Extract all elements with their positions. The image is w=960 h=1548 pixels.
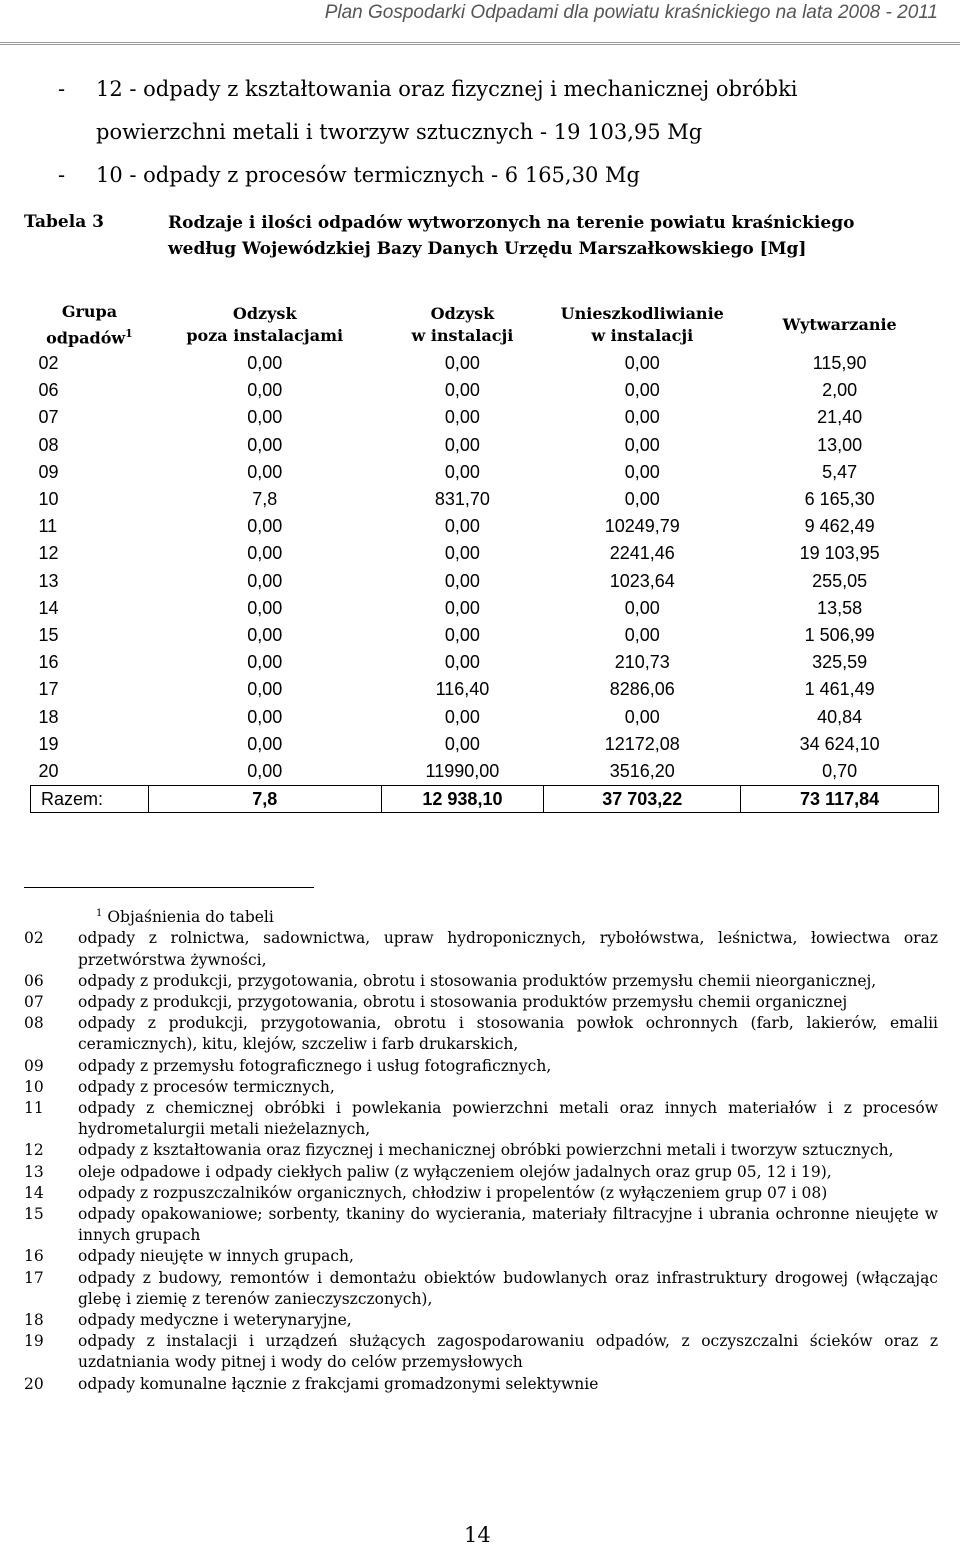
table-cell: 7,8 [252, 489, 278, 510]
bullet-list [58, 68, 938, 197]
table-cell: 0,00 [624, 353, 660, 374]
bullet-item [58, 154, 938, 197]
table-title [168, 210, 948, 262]
table-cell: 9 462,49 [804, 516, 875, 537]
footnote-code: 10 [24, 1077, 44, 1096]
table-cell: 0,00 [247, 597, 283, 618]
column-header-recovery-in: Odzysk w instalacji [411, 304, 514, 345]
footnote-text: odpady z rozpuszczalników organicznych, chłodziw i propelentów (z wyłączeniem grup 07 i 08) [78, 1183, 828, 1202]
footnote-code: 07 [24, 992, 44, 1011]
table-row [31, 622, 939, 649]
footnote-text: odpady nieujęte w innych grupach, [78, 1247, 354, 1266]
footnote-text: odpady z procesów termicznych, [78, 1077, 335, 1096]
table-cell: 0,00 [444, 380, 480, 401]
table-cell: 0,00 [624, 597, 660, 618]
table-header-row [31, 300, 939, 350]
table-cell: 0,00 [247, 733, 283, 754]
table-cell: 13,00 [817, 434, 863, 455]
table-cell: 12 [38, 543, 59, 564]
table-cell: 210,73 [614, 652, 670, 673]
table-cell: 0,00 [247, 570, 283, 591]
table-cell: 0,00 [624, 434, 660, 455]
bullet-line: powierzchni metali i tworzyw sztucznych - 19 103,95 Mg [96, 120, 703, 144]
table-cell: 07 [38, 407, 59, 428]
table-cell: 16 [38, 652, 59, 673]
footnote-item [24, 1310, 938, 1331]
column-header-group: Grupa odpadów$^1$ [46, 301, 133, 348]
footnote-text: odpady z produkcji, przygotowania, obrotu i stosowania powłok ochronnych (farb, lakierów, emalii ceramicznych), kitu, klejów, szczeliw i farb drukarskich, [78, 1014, 938, 1054]
table-cell: 11 [38, 516, 58, 537]
table-cell: 0,00 [444, 706, 480, 727]
table-cell: 6 165,30 [804, 489, 875, 510]
table-cell: 5,47 [822, 461, 858, 482]
footnote-text: odpady z instalacji i urządzeń służących zagospodarowaniu odpadów, z oczyszczalni ścieków oraz z uzdatniania wody pitnej i wody do celów przemysłowych [78, 1332, 938, 1372]
footnote-code: 08 [24, 1014, 44, 1033]
bullet-line: 10 - odpady z procesów termicznych - 6 165,30 Mg [96, 163, 640, 187]
footnote-item [24, 1374, 938, 1395]
table-cell: 0,00 [247, 679, 283, 700]
table-cell: 11990,00 [425, 760, 500, 781]
table-row [31, 513, 939, 540]
footnote-item [24, 992, 938, 1013]
footnote-code: 20 [24, 1374, 44, 1393]
table-cell: 0,00 [444, 652, 480, 673]
footnote-rule [24, 887, 314, 888]
table-cell: 0,00 [247, 516, 283, 537]
table-cell: 08 [38, 434, 59, 455]
table-cell: 13 [38, 570, 59, 591]
footnote-item [24, 1246, 938, 1267]
table-cell: 0,00 [247, 407, 283, 428]
table-cell: 10249,79 [604, 516, 680, 537]
table-cell: 0,00 [444, 353, 480, 374]
table-cell: 1 461,49 [804, 679, 875, 700]
table-row [31, 595, 939, 622]
footnote-code: 15 [24, 1205, 44, 1223]
table-cell: 13,58 [817, 597, 863, 618]
footnote-item [24, 928, 938, 970]
table-cell: 40,84 [817, 706, 863, 727]
table-cell: 12172,08 [604, 733, 680, 754]
table-cell: 325,59 [812, 652, 868, 673]
table-cell: 116,40 [435, 679, 490, 700]
table-cell: 18 [38, 706, 59, 727]
table-cell: 21,40 [817, 407, 863, 428]
table-row [31, 568, 939, 595]
total-cell: 7,8 [148, 786, 381, 813]
table-cell: 0,00 [247, 434, 283, 455]
footnote-item [24, 1331, 938, 1373]
table-title-line: według Wojewódzkiej Bazy Danych Urzędu Marszałkowskiego [Mg] [168, 239, 807, 259]
table-cell: 0,00 [247, 543, 283, 564]
total-cell: 12 938,10 [381, 786, 544, 813]
footnote-code: 19 [24, 1332, 44, 1351]
footnote-text: odpady z produkcji, przygotowania, obrotu i stosowania produktów przemysłu chemii organicznej [78, 992, 848, 1011]
table-cell: 0,00 [444, 624, 480, 645]
table-cell: 0,00 [444, 516, 480, 537]
table-cell: 0,00 [247, 652, 283, 673]
table-cell: 20 [38, 760, 59, 781]
table-row [31, 377, 939, 404]
table-cell: 0,00 [247, 624, 283, 645]
column-header-generation: Wytwarzanie [782, 315, 897, 334]
table-cell: 0,00 [624, 380, 660, 401]
footnote-item [24, 1098, 938, 1140]
table-row [31, 758, 939, 786]
table-cell: 17 [38, 679, 59, 700]
table-cell: 19 103,95 [799, 543, 880, 564]
table-cell: 15 [38, 624, 59, 645]
table-cell: 0,00 [624, 489, 660, 510]
table-row [31, 404, 939, 431]
footnote-item [24, 1183, 938, 1204]
table-body [31, 350, 939, 813]
table-total-row [31, 786, 939, 813]
footnote-heading: $^1$ Objaśnienia do tabeli [96, 908, 274, 927]
table-cell: 0,00 [444, 597, 480, 618]
table-cell: 0,00 [444, 461, 480, 482]
footnote-item [24, 1056, 938, 1077]
table-row [31, 649, 939, 676]
footnote-text: odpady komunalne łącznie z frakcjami gromadzonymi selektywnie [78, 1374, 599, 1393]
footnote-list [24, 928, 938, 1394]
table-cell: 3516,20 [609, 760, 675, 781]
footnote-text: oleje odpadowe i odpady ciekłych paliw (z wyłączeniem olejów jadalnych oraz grup 05, 12 i 19), [78, 1162, 832, 1181]
table-cell: 0,00 [444, 543, 480, 564]
footnote-text: odpady z chemicznej obróbki i powlekania powierzchni metali oraz innych materiałów i z procesów hydrometalurgii metali nieżelaznych, [78, 1098, 938, 1139]
column-header-recovery-outside: Odzysk poza instalacjami [186, 304, 344, 345]
table-cell: 0,00 [247, 760, 283, 781]
table-cell: 14 [38, 597, 59, 618]
table-row [31, 676, 939, 703]
total-cell: 73 117,84 [741, 786, 939, 813]
page-header [0, 0, 960, 45]
table-row [31, 540, 939, 567]
table-cell: 06 [38, 380, 59, 401]
footnote-code: 02 [24, 929, 44, 948]
footnote-code: 18 [24, 1311, 44, 1330]
column-header-disposal: Unieszkodliwianie w instalacji [560, 304, 724, 345]
footnote-code: 17 [24, 1268, 44, 1287]
table-cell: 1023,64 [609, 570, 675, 591]
table-cell: 0,00 [444, 434, 480, 455]
footnote-text: odpady z przemysłu fotograficznego i usług fotograficznych, [78, 1056, 552, 1075]
table-cell: 0,70 [822, 760, 858, 781]
table-cell: 0,00 [444, 733, 480, 754]
table-cell: 0,00 [444, 407, 480, 428]
footnote-item [24, 1013, 938, 1055]
table-cell: 0,00 [444, 570, 480, 591]
table-cell: 8286,06 [609, 679, 675, 700]
table-cell: 115,90 [812, 353, 867, 374]
table-cell: 0,00 [247, 461, 283, 482]
bullet-dash: - [58, 163, 66, 187]
table-cell: 0,00 [247, 353, 283, 374]
bullet-line: 12 - odpady z kształtowania oraz fizycznej i mechanicznej obróbki [96, 77, 798, 101]
table-cell: 0,00 [624, 706, 660, 727]
footnote-item [24, 1162, 938, 1183]
footnote-text: odpady z kształtowania oraz fizycznej i mechanicznej obróbki powierzchni metali i tworzyw sztucznych, [78, 1141, 894, 1160]
table-label: Tabela 3 [24, 212, 104, 232]
footnote-item [24, 1077, 938, 1098]
table-row [31, 350, 939, 377]
table-cell: 0,00 [624, 624, 660, 645]
table-cell: 0,00 [247, 706, 283, 727]
footnote-text: odpady opakowaniowe; sorbenty, tkaniny do wycierania, materiały filtracyjne i ubrania ochronne nieujęte w innych grupach [78, 1205, 938, 1245]
bullet-dash: - [58, 77, 66, 101]
table-cell: 0,00 [624, 407, 660, 428]
table-row [31, 703, 939, 730]
total-label: Razem: [31, 786, 149, 813]
table-cell: 19 [38, 733, 59, 754]
footnote-text: odpady z budowy, remontów i demontażu obiektów budowlanych oraz infrastruktury drogowej (włączając glebę i ziemię z terenów zanieczyszczonych), [78, 1268, 938, 1308]
document-title: Plan Gospodarki Odpadami dla powiatu kraśnickiego na lata 2008 - 2011 [324, 2, 938, 23]
footnote-text: odpady medyczne i weterynaryjne, [78, 1311, 352, 1330]
footnote-code: 06 [24, 971, 44, 990]
footnote-code: 12 [24, 1141, 44, 1160]
bullet-item [58, 68, 938, 154]
footnote-text: odpady z produkcji, przygotowania, obrotu i stosowania produktów przemysłu chemii nieorganicznej, [78, 971, 877, 990]
table-row [31, 432, 939, 459]
footnote-code: 09 [24, 1056, 44, 1075]
footnote-item [24, 1268, 938, 1310]
footnotes [24, 903, 938, 1395]
table-cell: 255,05 [812, 570, 868, 591]
page-number: 14 [464, 1523, 491, 1547]
table-row [31, 486, 939, 513]
table-row [31, 459, 939, 486]
table-cell: 0,00 [247, 380, 283, 401]
waste-table [30, 300, 939, 813]
table-cell: 2,00 [822, 380, 858, 401]
table-cell: 2241,46 [609, 543, 675, 564]
footnote-code: 13 [24, 1162, 44, 1181]
table-cell: 831,70 [434, 489, 490, 510]
footnote-text: odpady z rolnictwa, sadownictwa, upraw hydroponicznych, rybołówstwa, leśnictwa, łowiectwa oraz przetwórstwa żywności, [78, 929, 938, 969]
footnote-code: 16 [24, 1247, 44, 1266]
table-title-line: Rodzaje i ilości odpadów wytworzonych na terenie powiatu kraśnickiego [168, 213, 855, 233]
table-cell: 0,00 [624, 461, 660, 482]
footnote-code: 11 [24, 1098, 44, 1117]
footnote-item [24, 1204, 938, 1246]
table-row [31, 731, 939, 758]
table-cell: 10 [38, 489, 59, 510]
table-cell: 02 [38, 353, 59, 374]
footnote-item [24, 1140, 938, 1161]
table-cell: 34 624,10 [799, 733, 880, 754]
footnote-code: 14 [24, 1183, 44, 1202]
table-cell: 09 [38, 461, 59, 482]
total-cell: 37 703,22 [544, 786, 741, 813]
table-cell: 1 506,99 [804, 624, 875, 645]
footnote-item [24, 971, 938, 992]
